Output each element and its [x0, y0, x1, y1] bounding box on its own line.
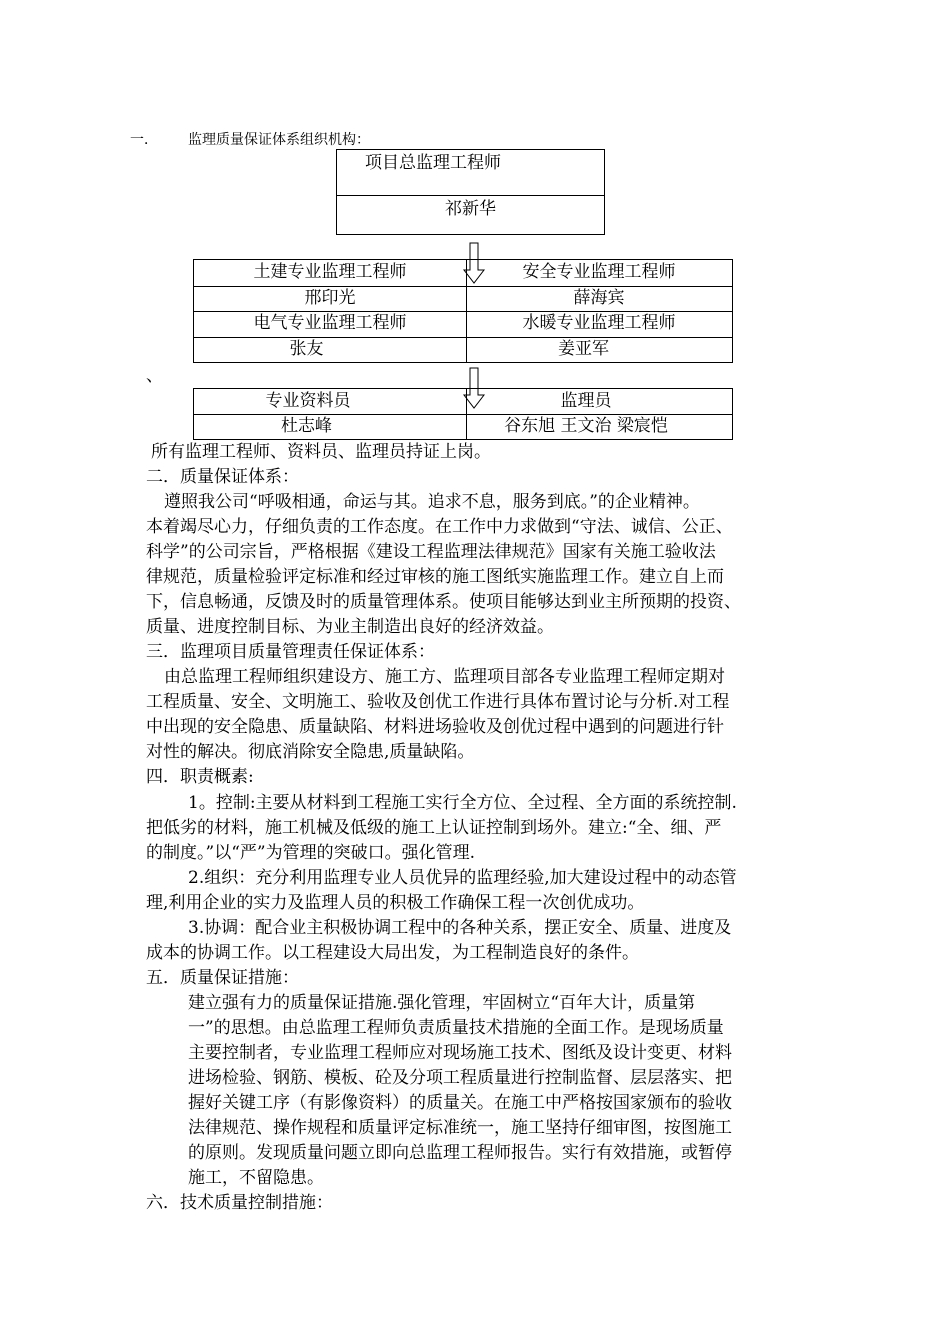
body-line: 对性的解决。彻底消除安全隐患,质量缺陷。 [146, 742, 475, 762]
section5-heading: 五．质量保证措施： [146, 968, 299, 988]
org-note: 所有监理工程师、资料员、监理员持证上岗。 [151, 442, 491, 462]
body-line: 科学”的公司宗旨，严格根据《建设工程监理法律规范》国家有关施工验收法 [146, 542, 716, 562]
table-cell: 土建专业监理工程师 [253, 262, 407, 282]
table-cell: 薛海宾 [573, 288, 625, 308]
body-line: 下，信息畅通，反馈及时的质量管理体系。使项目能够达到业主所预期的投资、 [146, 592, 741, 612]
staff-table [193, 388, 733, 440]
stray-mark: 、 [146, 366, 163, 386]
body-line: 把低劣的材料，施工机械及低级的施工上认证控制到场外。建立:“全、细、严 [146, 818, 722, 838]
table-cell: 杜志峰 [281, 416, 332, 436]
table-cell: 安全专业监理工程师 [522, 262, 676, 282]
body-line: 主要控制者，专业监理工程师应对现场施工技术、图纸及设计变更、材料 [188, 1043, 732, 1063]
table-cell: 电气专业监理工程师 [253, 313, 407, 333]
section1-title: 监理质量保证体系组织机构： [188, 132, 370, 148]
section3-heading: 三．监理项目质量管理责任保证体系： [146, 642, 435, 662]
body-line: 理,利用企业的实力及监理人员的积极工作确保工程一次创优成功。 [146, 893, 645, 913]
chief-box-divider [337, 195, 604, 196]
body-line: 一”的思想。由总监理工程师负责质量技术措施的全面工作。是现场质量 [188, 1018, 724, 1038]
body-line: 质量、进度控制目标、为业主制造出良好的经济效益。 [146, 617, 554, 637]
body-line: 中出现的安全隐患、质量缺陷、材料进场验收及创优过程中遇到的问题进行针 [146, 717, 724, 737]
body-line: 2.组织：充分利用监理专业人员优异的监理经验,加大建设过程中的动态管 [188, 868, 737, 888]
table-cell: 邢印光 [304, 288, 356, 308]
section2-heading: 二．质量保证体系： [146, 467, 299, 487]
table-cell: 专业资料员 [265, 391, 351, 411]
body-line: 握好关键工序（有影像资料）的质量关。在施工中严格按国家颁布的验收 [188, 1093, 732, 1113]
body-line: 本着竭尽心力，仔细负责的工作态度。在工作中力求做到“守法、诚信、公正、 [146, 517, 733, 537]
chief-role: 项目总监理工程师 [365, 153, 501, 173]
body-line: 由总监理工程师组织建设方、施工方、监理项目部各专业监理工程师定期对 [164, 667, 725, 687]
body-line: 律规范，质量检验评定标准和经过审核的施工图纸实施监理工作。建立自上而 [146, 567, 724, 587]
body-line: 成本的协调工作。以工程建设大局出发，为工程制造良好的条件。 [146, 943, 639, 963]
body-line: 施工，不留隐患。 [188, 1168, 324, 1188]
section4-heading: 四．职责概素: [146, 767, 254, 787]
chief-box [336, 149, 605, 235]
body-line: 进场检验、钢筋、模板、砼及分项工程质量进行控制监督、层层落实、把 [188, 1068, 732, 1088]
body-line: 的原则。发现质量问题立即向总监理工程师报告。实行有效措施，或暂停 [188, 1143, 732, 1163]
chief-name: 祁新华 [445, 199, 496, 219]
table-cell: 谷东旭 王文治 梁宸恺 [504, 416, 668, 436]
body-line: 3.协调：配合业主积极协调工程中的各种关系，摆正安全、质量、进度及 [188, 918, 732, 938]
body-line: 的制度。”以“严”为管理的突破口。强化管理. [146, 843, 475, 863]
section1-number: 一． [130, 132, 158, 148]
table-cell: 姜亚军 [558, 339, 609, 359]
specialists-table [193, 259, 733, 363]
body-line: 遵照我公司“呼吸相通，命运与其。追求不息，服务到底。”的企业精神。 [164, 492, 700, 512]
table-cell: 水暖专业监理工程师 [522, 313, 676, 333]
section6-heading: 六．技术质量控制措施： [146, 1193, 333, 1213]
body-line: 工程质量、安全、文明施工、验收及创优工作进行具体布置讨论与分析.对工程 [146, 692, 730, 712]
body-line: 法律规范、操作规程和质量评定标准统一，施工坚持仔细审图，按图施工 [188, 1118, 732, 1138]
body-line: 1。控制:主要从材料到工程施工实行全方位、全过程、全方面的系统控制. [188, 793, 737, 813]
table-cell: 张友 [289, 339, 324, 359]
table-cell: 监理员 [560, 391, 612, 411]
body-line: 建立强有力的质量保证措施.强化管理，牢固树立“百年大计，质量第 [188, 993, 696, 1013]
